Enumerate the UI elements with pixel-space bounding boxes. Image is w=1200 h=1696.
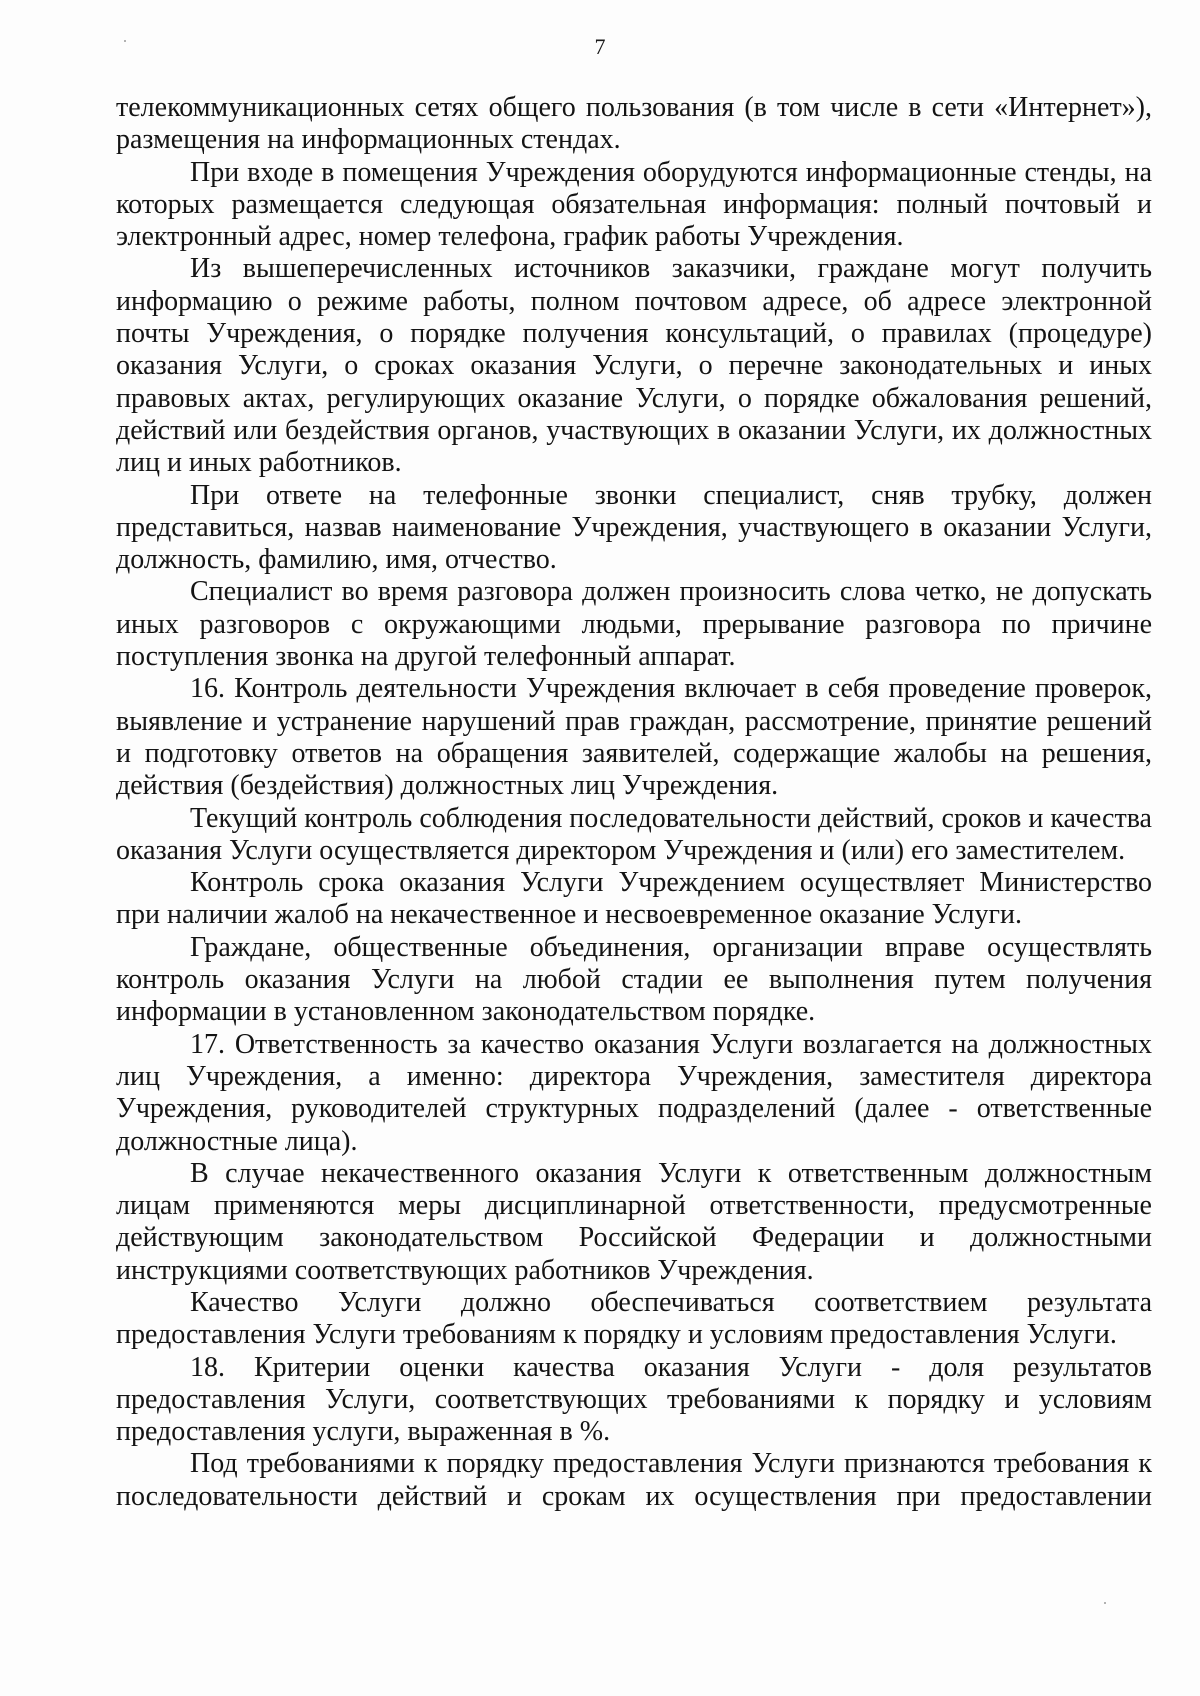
paragraph-5: Специалист во время разговора должен произносить слова четко, не допускать иных разговоров с окружающими людьми, прерывание разговора по причине поступления звонка на другой телефонный аппарат. bbox=[116, 576, 1152, 673]
scan-speck bbox=[1104, 1602, 1106, 1604]
scan-speck bbox=[124, 40, 126, 42]
paragraph-4: При ответе на телефонные звонки специалист, сняв трубку, должен представиться, назвав наименование Учреждения, участвующего в оказании Услуги, должность, фамилию, имя, отчество. bbox=[116, 479, 1152, 576]
page-number: 7 bbox=[594, 34, 606, 59]
paragraph-10: 17. Ответственность за качество оказания Услуги возлагается на должностных лиц Учреждения, а именно: директора Учреждения, заместителя директора Учреждения, руководителей структурных подразделений (далее - ответственные должностные лица). bbox=[116, 1028, 1152, 1157]
document-body bbox=[116, 92, 1152, 1513]
paragraph-3: Из вышеперечисленных источников заказчики, граждане могут получить информацию о режиме работы, полном почтовом адресе, об адресе электронной почты Учреждения, о порядке получения консультаций, о правилах (процедуре) оказания Услуги, о сроках оказания Услуги, о перечне законодательных и иных правовых актах, регулирующих оказание Услуги, о порядке обжалования решений, действий или бездействия органов, участвующих в оказании Услуги, их должностных лиц и иных работников. bbox=[116, 253, 1152, 479]
paragraph-1: телекоммуникационных сетях общего пользования (в том числе в сети «Интернет»), размещения на информационных стендах. bbox=[116, 92, 1152, 156]
paragraph-7: Текущий контроль соблюдения последовательности действий, сроков и качества оказания Услуги осуществляется директором Учреждения и (или) его заместителем. bbox=[116, 802, 1152, 866]
paragraph-12: Качество Услуги должно обеспечиваться соответствием результата предоставления Услуги требованиям к порядку и условиям предоставления Услуги. bbox=[116, 1286, 1152, 1351]
paragraph-2: При входе в помещения Учреждения оборудуются информационные стенды, на которых размещается следующая обязательная информация: полный почтовый и электронный адрес, номер телефона, график работы Учреждения. bbox=[116, 156, 1152, 253]
paragraph-11: В случае некачественного оказания Услуги к ответственным должностным лицам применяются меры дисциплинарной ответственности, предусмотренные действующим законодательством Российской Федерации и должностными инструкциями соответствующих работников Учреждения. bbox=[116, 1157, 1152, 1286]
paragraph-13: 18. Критерии оценки качества оказания Услуги - доля результатов предоставления Услуги, соответствующих требованиями к порядку и условиям предоставления услуги, выраженная в %. bbox=[116, 1351, 1152, 1448]
paragraph-9: Граждане, общественные объединения, организации вправе осуществлять контроль оказания Услуги на любой стадии ее выполнения путем получения информации в установленном законодательством порядке. bbox=[116, 931, 1152, 1028]
paragraph-14: Под требованиями к порядку предоставления Услуги признаются требования к последовательности действий и срокам их осуществления при предоставлении bbox=[116, 1448, 1152, 1512]
paragraph-8: Контроль срока оказания Услуги Учреждением осуществляет Министерство при наличии жалоб на некачественное и несвоевременное оказание Услуги. bbox=[116, 867, 1152, 931]
paragraph-6: 16. Контроль деятельности Учреждения включает в себя проведение проверок, выявление и устранение нарушений прав граждан, рассмотрение, принятие решений и подготовку ответов на обращения заявителей, содержащие жалобы на решения, действия (бездействия) должностных лиц Учреждения. bbox=[116, 673, 1152, 802]
